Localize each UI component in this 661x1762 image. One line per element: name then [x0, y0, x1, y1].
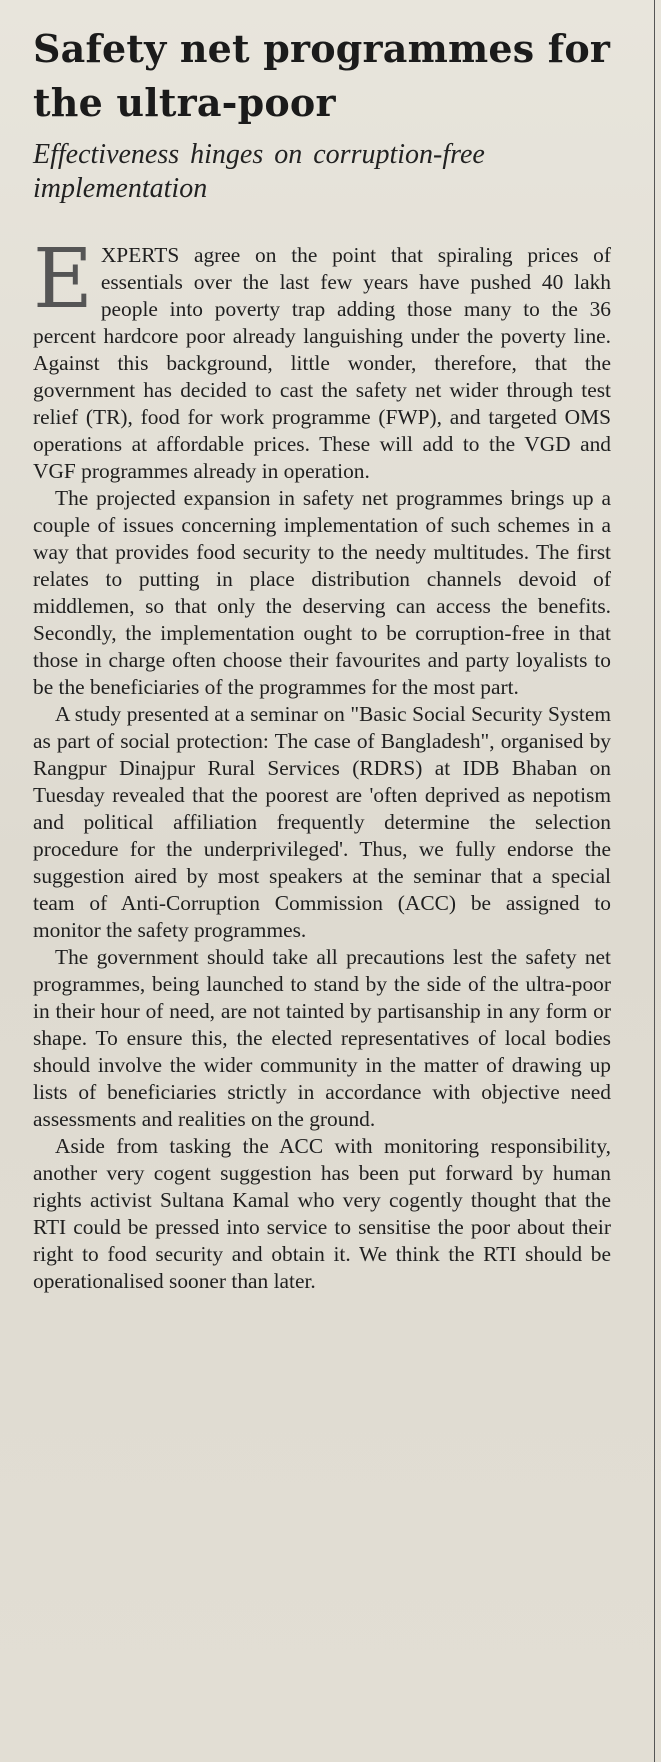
paragraph-2: The projected expansion in safety net programmes brings up a couple of issues concerning implementation of such schemes in a way that provides food security to the needy multitudes. The first relates to putting in place distribution channels devoid of middlemen, so that only the deserving can access the benefits. Secondly, the implementation ought to be corruption-free in that those in charge often choose their favourites and party loyalists to be the beneficiaries of the programmes for the most part.	[33, 486, 611, 699]
subheadline: Effectiveness hinges on corruption-free implementation	[33, 139, 485, 204]
drop-cap: E	[33, 232, 93, 327]
paragraph-1	[33, 232, 611, 485]
column-rule	[654, 0, 655, 1762]
headline: Safety net programmes for the ultra-poor	[33, 26, 611, 125]
editorial-article	[33, 22, 611, 1295]
paragraph-5: Aside from tasking the ACC with monitoring responsibility, another very cogent suggestion has been put forward by human rights activist Sultana Kamal who very cogently thought that the RTI could be pressed into service to sensitise the poor about their right to food security and obtain it. We think the RTI should be operationalised sooner than later.	[33, 1134, 611, 1293]
article-body	[33, 232, 611, 1295]
paragraph-1-text: XPERTS agree on the point that spiraling prices of essentials over the last few years have pushed 40 lakh people into poverty trap adding those many to the 36 percent hardcore poor already languishing under the poverty line. Against this background, little wonder, therefore, that the government has decided to cast the safety net wider through test relief (TR), food for work programme (FWP), and targeted OMS operations at affordable prices. These will add to the VGD and VGF programmes already in operation.	[33, 243, 611, 483]
paragraph-4: The government should take all precautions lest the safety net programmes, being launched to stand by the side of the ultra-poor in their hour of need, are not tainted by partisanship in any form or shape. To ensure this, the elected representatives of local bodies should involve the wider community in the matter of drawing up lists of beneficiaries strictly in accordance with objective need assessments and realities on the ground.	[33, 945, 611, 1131]
paragraph-3: A study presented at a seminar on "Basic Social Security System as part of social protection: The case of Bangladesh", organised by Rangpur Dinajpur Rural Services (RDRS) at IDB Bhaban on Tuesday revealed that the poorest are 'often deprived as nepotism and political affiliation frequently determine the selection procedure for the underprivileged'. Thus, we fully endorse the suggestion aired by most speakers at the seminar that a special team of Anti-Corruption Commission (ACC) be assigned to monitor the safety programmes.	[33, 702, 611, 942]
